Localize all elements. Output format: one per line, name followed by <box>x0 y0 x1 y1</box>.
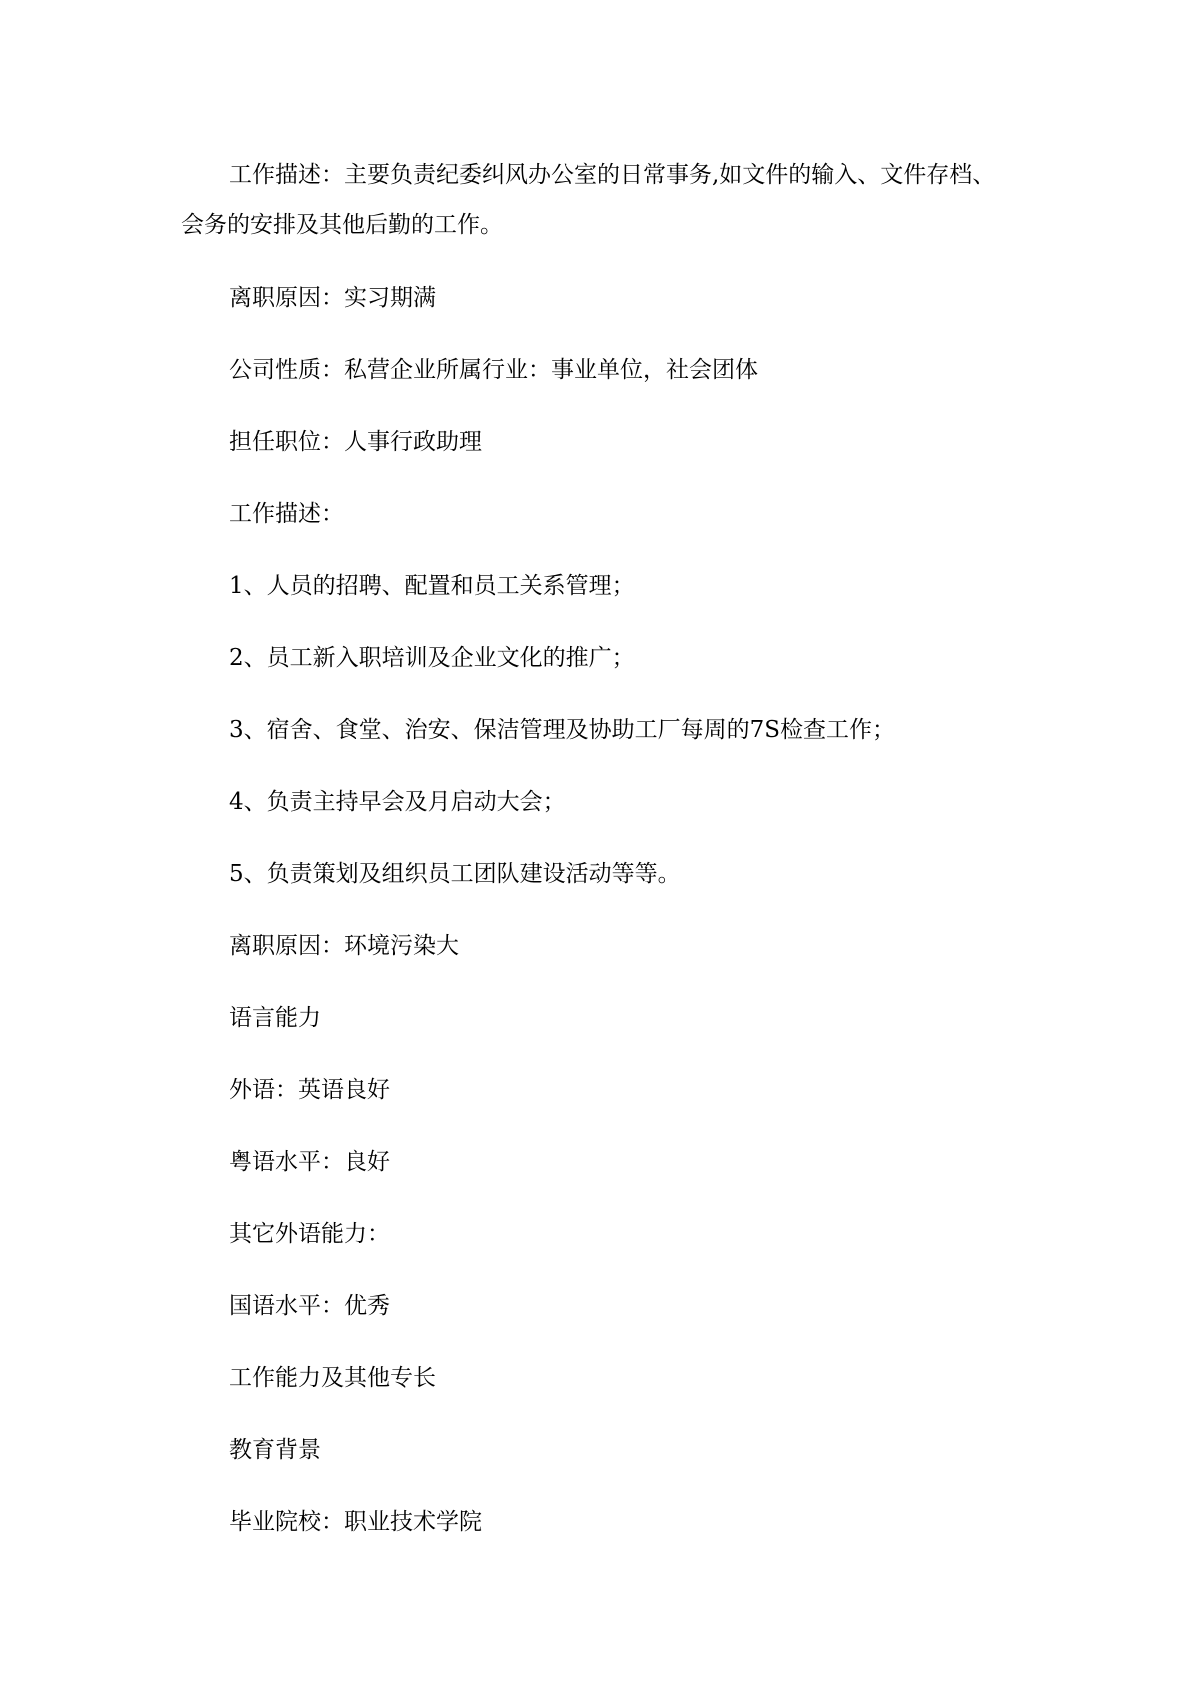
list-item-1: 1、人员的招聘、配置和员工关系管理； <box>229 573 635 599</box>
paragraph-cantonese-level: 粤语水平：良好 <box>229 1149 390 1175</box>
paragraph-school: 毕业院校：职业技术学院 <box>229 1509 482 1535</box>
paragraph-job-description-line-2: 会务的安排及其他后勤的工作。 <box>181 212 503 238</box>
list-item-2: 2、员工新入职培训及企业文化的推广； <box>229 645 635 671</box>
paragraph-other-language: 其它外语能力： <box>229 1221 390 1247</box>
section-education: 教育背景 <box>229 1437 321 1463</box>
section-language-ability: 语言能力 <box>229 1005 321 1031</box>
list-item-4: 4、负责主持早会及月启动大会； <box>229 789 566 815</box>
paragraph-foreign-language: 外语：英语良好 <box>229 1077 390 1103</box>
paragraph-job-description-heading: 工作描述： <box>229 501 344 527</box>
section-work-abilities: 工作能力及其他专长 <box>229 1365 436 1391</box>
list-item-5: 5、负责策划及组织员工团队建设活动等等。 <box>229 861 681 887</box>
paragraph-position: 担任职位：人事行政助理 <box>229 429 482 455</box>
paragraph-leaving-reason-2: 离职原因：环境污染大 <box>229 933 459 959</box>
paragraph-company-nature: 公司性质：私营企业所属行业：事业单位，社会团体 <box>229 357 758 383</box>
paragraph-leaving-reason-1: 离职原因：实习期满 <box>229 285 436 311</box>
paragraph-job-description-line-1: 工作描述：主要负责纪委纠风办公室的日常事务,如文件的输入、文件存档、 <box>229 162 996 188</box>
list-item-3: 3、宿舍、食堂、治安、保洁管理及协助工厂每周的7S检查工作； <box>229 717 896 743</box>
paragraph-mandarin-level: 国语水平：优秀 <box>229 1293 390 1319</box>
